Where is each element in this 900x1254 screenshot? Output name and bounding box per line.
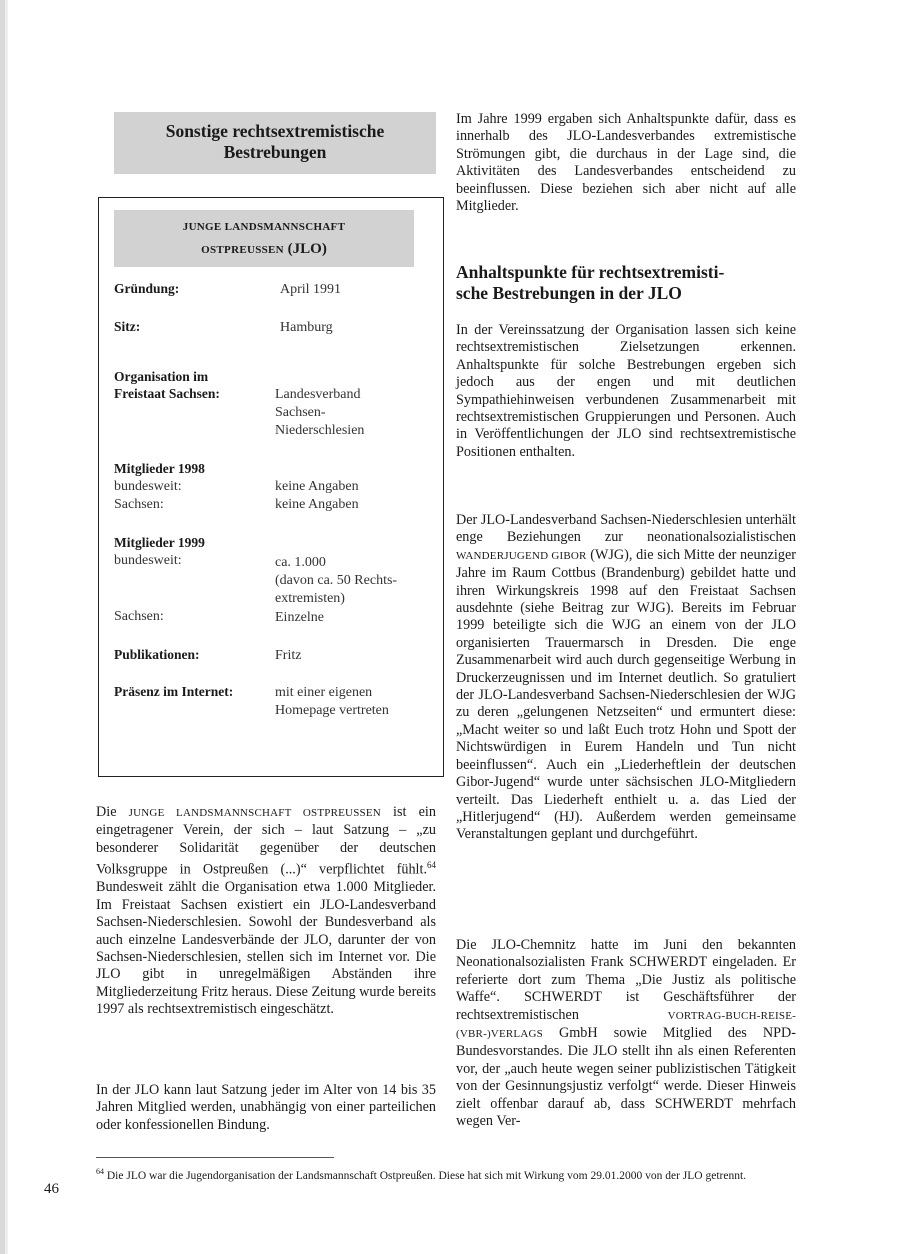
sitz-value: Hamburg [280, 320, 333, 335]
right-paragraph-3 [456, 937, 796, 1130]
mitglieder-1998-label: Mitglieder 1998 [114, 461, 205, 476]
sitz-label: Sitz: [114, 319, 141, 334]
section-title-line1: Sonstige rechtsextremistische [165, 121, 385, 141]
subsection-heading [456, 262, 796, 304]
organization-abbrev: (JLO) [283, 241, 327, 257]
m1999-bundesweit-value-line1: ca. 1.000 [275, 555, 326, 570]
p1-org-name: JUNGE LANDSMANNSCHAFT OSTPREUSSEN [128, 807, 381, 819]
p2-org-name: WANDERJUGEND GIBOR [456, 549, 587, 562]
p3-text-a: Die JLO-Chemnitz hatte im Juni den bekannten Neonationalsozialisten Frank SCHWERDT eingeladen. Er referierte dort zum Thema „Die Justiz als politische Waffe“. SCHWERDT ist Geschäftsführer der rechtsextremistischen [456, 937, 796, 1023]
m1998-bundesweit-label: bundesweit: [114, 479, 182, 494]
m1999-sachsen-label: Sachsen: [114, 609, 164, 624]
footnote-divider [96, 1157, 334, 1158]
organisation-label-line2: Freistaat Sachsen: [114, 386, 220, 401]
m1999-bundesweit-value-line2: (davon ca. 50 Rechts- [275, 573, 398, 588]
internet-value-line1: mit einer eigenen [275, 685, 373, 700]
m1998-bundesweit-value: keine Angaben [275, 479, 359, 494]
organization-name-sc: OSTPREUSSEN [201, 244, 284, 256]
organization-title-box [114, 210, 414, 267]
page-number: 46 [44, 1181, 59, 1197]
m1999-sachsen-value: Einzelne [275, 610, 324, 625]
p2-text-b: (WJG), die sich Mitte der neunziger Jahre im Raum Cottbus (Brandenburg) gebildet hatte und ihren Wirkungskreis 1998 auf den Freistaat Sachsen ausdehnte (siehe Beitrag zur WJG). Bereits im Februar 1999 beteiligte sich die WJG an einem von der JLO organisierten Trauermarsch in Dresden. Die enge Zusammenarbeit wird auch durch gegenseitige Werbung in Druckerzeugnissen und im Internet deutlich. So gratuliert der JLO-Landesverband Sachsen-Niederschlesien der WJG zu deren „gelungenen Netzseiten“ und ermuntert diese: „Macht weiter so und laßt Euch trotz Hohn und Spott der Nichtswürdigen in Eurem Handeln und Tun nicht beeinflussen“. Auch ein „Liederheftlein der deutschen Gibor-Jugend“ wurde unter sächsischen JLO-Mitgliedern verteilt. Das Liederheft enthielt u. a. das Lied der „Hitlerjugend“ (HJ). Außerdem werden gemeinsame Veranstaltungen geplant und durchgeführt. [456, 546, 796, 843]
footnote-reference: 64 [427, 860, 436, 871]
internet-value-line2: Homepage vertreten [275, 703, 389, 718]
organisation-value-line3: Niederschlesien [275, 423, 365, 438]
left-paragraph-1 [96, 804, 436, 1019]
right-paragraph-1: In der Vereinssatzung der Organisation lassen sich keine rechtsextremistischen Zielsetzungen erkennen. Anhaltspunkte für solche Bestrebungen ergeben sich jedoch aus der engen und mit deutlichen Sympathiehinweisen verbundenen Zusammenarbeit mit rechtsextremistischen Gruppierungen und Personen. Auch in Veröffentlichungen der JLO sind rechtsextremistische Positionen enthalten. [456, 322, 796, 460]
footnote-text: Die JLO war die Jugendorganisation der Landsmannschaft Ostpreußen. Diese hat sich mit Wirkung vom 29.01.2000 von der JLO getrennt. [104, 1169, 747, 1182]
gruendung-value: April 1991 [280, 282, 342, 297]
p1-text-b: Bundesweit zählt die Organisation etwa 1.000 Mitglieder. Im Freistaat Sachsen existiert ein JLO-Landesverband Sachsen-Niederschlesien. Sowohl der Bundesverband als auch einzelne Landesverbände der JLO, darunter der von Sachsen-Niederschlesien, stellen sich im Internet vor. Die JLO gibt in unregelmäßigen Abständen ihre Mitgliederzeitung Fritz heraus. Diese Zeitung wurde bereits 1997 als rechtsextremistisch eingeschätzt. [96, 879, 437, 1018]
mitglieder-1999-label: Mitglieder 1999 [114, 535, 205, 550]
p1-text-a: ist ein eingetragener Verein, der sich – laut Satzung – „zu besonderer Solidarität gegenüber der deutschen Volksgruppe in Ostpreußen (...)“ verpflichtet fühlt. [96, 804, 436, 878]
page-edge-shadow-inner [5, 0, 8, 1254]
gruendung-label: Gründung: [114, 281, 180, 296]
p1-prefix: Die [96, 804, 129, 820]
organisation-label-line1: Organisation im [114, 369, 209, 384]
organisation-value-line1: Landesverband [275, 387, 361, 402]
organisation-value-line2: Sachsen- [275, 405, 326, 420]
p3-publisher-name: VORTRAG-BUCH-REISE-(VBR-)VERLAGS [456, 1009, 796, 1041]
m1998-sachsen-label: Sachsen: [114, 497, 164, 512]
subsection-heading-line2: sche Bestrebungen in der JLO [456, 283, 682, 303]
m1999-bundesweit-value-line3: extremisten) [275, 591, 345, 606]
section-title-box [114, 112, 436, 174]
organization-name-line2 [114, 238, 414, 261]
footnote [96, 1164, 806, 1184]
m1999-bundesweit-label: bundesweit: [114, 553, 182, 568]
left-paragraph-2: In der JLO kann laut Satzung jeder im Alter von 14 bis 35 Jahren Mitglied werden, unabhängig von einer parteilichen oder konfessionellen Bindung. [96, 1082, 436, 1133]
organization-name: JUNGE LANDSMANNSCHAFT [182, 221, 346, 233]
footnote-number: 64 [96, 1167, 104, 1176]
publikationen-label: Publikationen: [114, 647, 200, 662]
publikationen-value: Fritz [275, 648, 302, 663]
section-title-line2: Bestrebungen [223, 142, 327, 162]
subsection-heading-line1: Anhaltspunkte für rechtsextremisti- [456, 262, 725, 282]
p3-text-b: GmbH sowie Mitglied des NPD-Bundesvorstandes. Die JLO stellt ihn als einen Referenten vor, der „auch heute wegen seiner publizistischen Tätigkeit von der Gesinnungsjustiz verfolgt“ werde. Dieser Hinweis zielt offenbar darauf ab, dass SCHWERDT mehrfach wegen Ver- [456, 1025, 796, 1130]
right-intro-paragraph: Im Jahre 1999 ergaben sich Anhaltspunkte dafür, dass es innerhalb des JLO-Landesverbandes extremistische Strömungen gibt, die durchaus in der Lage sind, die Aktivitäten des Landesverbandes entscheidend zu beeinflussen. Diese beziehen sich aber nicht auf alle Mitglieder. [456, 111, 796, 215]
right-paragraph-2 [456, 512, 796, 844]
internet-label: Präsenz im Internet: [114, 684, 234, 699]
p2-text-a: Der JLO-Landesverband Sachsen-Niederschlesien unterhält enge Beziehungen zur neonationalsozialistischen [456, 512, 796, 546]
m1998-sachsen-value: keine Angaben [275, 497, 359, 512]
